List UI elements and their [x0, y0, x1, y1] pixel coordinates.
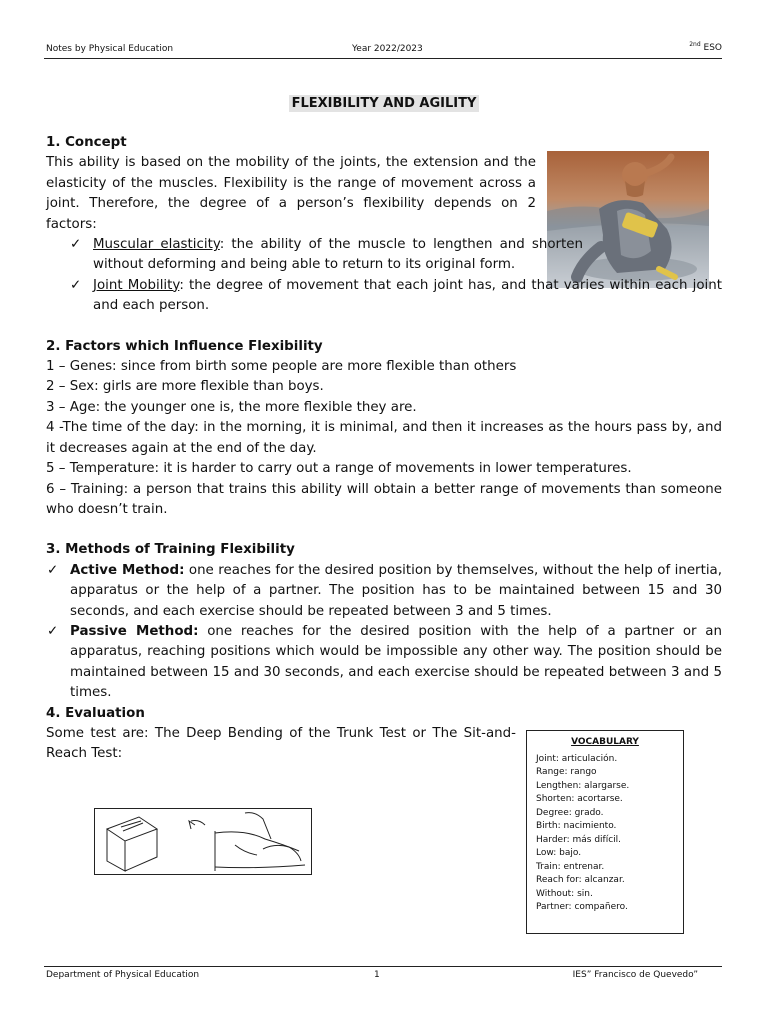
vocab-item: Train: entrenar.	[536, 861, 605, 872]
check-icon: ✓	[47, 623, 59, 639]
factor-item-1	[46, 357, 722, 377]
vocab-item: Partner: compañero.	[536, 902, 628, 912]
vocabulary-list	[536, 753, 683, 915]
factor-lead: 1 – Genes:	[46, 359, 117, 375]
method-item-2	[46, 622, 722, 704]
page-title-text: FLEXIBILITY AND AGILITY	[289, 95, 480, 112]
factor-item-5	[46, 459, 722, 479]
header-right	[689, 41, 722, 53]
page-number: 1	[374, 970, 380, 980]
method-text-1: one reaches for the desired position by themselves, without the help of inertia, apparatus or the help of a partner. The position has to be maintained between 15 and 30 seconds, and each exercise should be repeated between 3 and 5 times.	[70, 562, 722, 619]
sit-and-reach-illustration	[94, 808, 312, 875]
factor-item-6	[46, 480, 722, 521]
factor-text: since from birth some people are more flexible than others	[116, 359, 517, 375]
check-icon: ✓	[47, 562, 59, 578]
factor-item-2	[46, 377, 722, 397]
factor-text: girls are more flexible than boys.	[98, 379, 324, 395]
vocab-item: Degree: grado.	[536, 807, 604, 818]
section-1-heading: 1. Concept	[46, 135, 127, 150]
method-text-2: one reaches for the desired position with the help of a partner or an apparatus, reaching positions which would be impossible any other way. The position should be maintained between 15 and 30 seconds, and each exercise should be repeated between 3 and 5 times.	[70, 623, 722, 701]
factor-item-3	[46, 398, 722, 418]
vocab-item: Birth: nacimiento.	[536, 821, 617, 831]
concept-text-1: : the ability of the muscle to lengthen and shorten without deforming and being able to return to its original form.	[93, 237, 583, 273]
vocab-item: Reach for: alcanzar.	[536, 875, 625, 885]
factor-lead: 6 – Training:	[46, 481, 129, 497]
factor-lead: 5 – Temperature:	[46, 461, 160, 477]
factor-text: in the morning, it is minimal, and then it increases as the hours pass by, and it decreases again at the end of the day.	[46, 420, 722, 456]
header-left: Notes by Physical Education	[46, 44, 174, 54]
section-2-heading: 2. Factors which Influence Flexibility	[46, 338, 323, 354]
method-term-1: Active Method:	[70, 562, 185, 578]
header-right-text: ESO	[703, 43, 722, 53]
concept-intro: This ability is based on the mobility of the joints, the extension and the elasticity of the muscles. Flexibility is the range of movement across a joint. Therefore, the degree of a person’s flexibility depends on 2 factors:	[46, 155, 536, 232]
header-right-sup: 2nd	[689, 41, 701, 48]
vocab-item: Shorten: acortarse.	[536, 794, 623, 804]
section-3-heading: 3. Methods of Training Flexibility	[46, 542, 295, 558]
page-footer	[44, 966, 722, 987]
method-term-2: Passive Method:	[70, 623, 199, 639]
document-body	[46, 133, 722, 765]
concept-item-2	[46, 276, 722, 317]
evaluation-text: Some test are: The Deep Bending of the Trunk Test or The Sit-and-Reach Test:	[46, 725, 516, 762]
vocab-item: Low: bajo.	[536, 848, 582, 858]
vocab-item: Lengthen: alargarse.	[536, 780, 630, 791]
concept-text-2: : the degree of movement that each joint has, and that varies within each joint and each person.	[93, 277, 722, 314]
footer-right: IES” Francisco de Quevedo”	[572, 970, 698, 980]
factor-text: it is harder to carry out a range of movements in lower temperatures.	[159, 461, 632, 477]
vocab-item: Joint: articulación.	[536, 753, 618, 764]
check-icon: ✓	[70, 277, 82, 293]
header-center: Year 2022/2023	[352, 44, 423, 54]
vocab-item: Without: sin.	[536, 888, 593, 899]
factor-item-4	[46, 418, 722, 459]
factor-lead: 3 – Age:	[46, 399, 101, 415]
check-icon: ✓	[70, 237, 82, 253]
page-title	[0, 92, 768, 111]
page-header	[44, 40, 722, 59]
concept-term-1: Muscular elasticity	[93, 237, 220, 253]
concept-term-2: Joint Mobility	[93, 277, 180, 293]
vocabulary-title: VOCABULARY	[571, 737, 639, 747]
factor-text: a person that trains this ability will obtain a better range of movements than someone who doesn’t train.	[46, 481, 722, 517]
factor-text: the younger one is, the more flexible they are.	[100, 399, 417, 415]
footer-left: Department of Physical Education	[46, 970, 200, 980]
concept-item-1	[46, 235, 583, 276]
vocab-item: Range: rango	[536, 767, 597, 777]
factor-lead: 2 – Sex:	[46, 379, 99, 395]
vocabulary-box	[526, 730, 684, 934]
sit-and-reach-drawing	[95, 809, 311, 874]
method-item-1	[46, 561, 722, 622]
vocab-item: Harder: más difícil.	[536, 834, 622, 845]
section-4-heading: 4. Evaluation	[46, 705, 145, 721]
factor-lead: 4 -The time of the day:	[46, 420, 199, 436]
